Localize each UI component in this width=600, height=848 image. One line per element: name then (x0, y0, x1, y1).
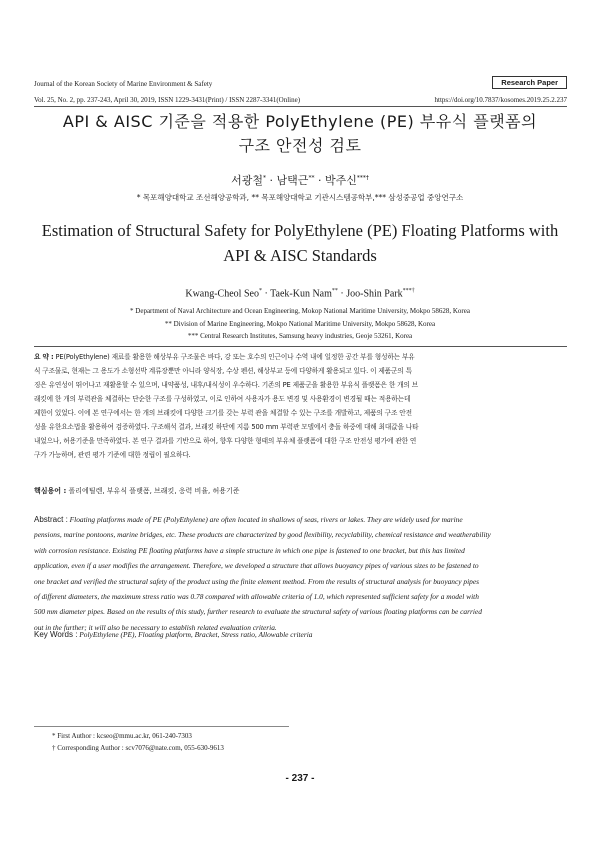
english-abstract-line: of different diameters, the maximum stress ratio was 0.78 compared with allowable criteria of 1.0, which represented sufficient safety for a model with (34, 592, 479, 602)
korean-abstract-line: 식 구조물로, 현재는 그 용도가 소형선박 계류장뿐만 아니라 양식장, 수상 펜션, 해상부교 등에 다양하게 활용되고 있다. 이 제품군의 특 (34, 367, 412, 375)
korean-authors (0, 172, 600, 188)
english-abstract-line: pensions, marine pontoons, marine bridges, etc. These products are characterized by good flexibility, recyclability, chemical resistance and weatherability (34, 530, 491, 540)
footnote-mark: † (52, 744, 56, 752)
english-author-2: Taek-Kun Nam (270, 288, 332, 300)
english-author-1-mark: * (258, 288, 262, 294)
korean-title-line2: 구조 안전성 검토 (238, 136, 362, 155)
header-divider (34, 106, 567, 107)
korean-abstract-label: 요 약 : (34, 353, 54, 361)
korean-abstract-line: 제한이 있었다. 이에 본 연구에서는 한 개의 브래킷에 다양한 크기를 갖는 부력 관을 체결할 수 있는 구조를 개발하고, 제품의 구조 안전 (34, 409, 412, 417)
korean-title (0, 110, 600, 158)
english-title-line2: API & AISC Standards (223, 246, 377, 265)
english-author-3-mark: ***† (402, 288, 415, 294)
page-number: - 237 - (285, 773, 315, 784)
korean-title-line1: API & AISC 기준을 적용한 PolyEthylene (PE) 부유식 플랫폼의 (62, 112, 538, 131)
english-keywords-text: PolyEthylene (PE), Floating platform, Bracket, Stress ratio, Allowable criteria (79, 630, 313, 639)
journal-name: Journal of the Korean Society of Marine Environment & Safety (34, 80, 213, 88)
korean-author-3: 박주신 (324, 174, 357, 187)
doi-link[interactable]: https://doi.org/10.7837/kosomes.2019.25.2.237 (434, 96, 567, 104)
korean-abstract-line: 구가 가능하며, 관련 평가 기준에 대한 정립이 필요하다. (34, 451, 191, 459)
author-separator: · (264, 288, 268, 300)
korean-abstract-line: PE(PolyEthylene) 재료를 활용한 해상부유 구조물은 바다, 강 또는 호수의 인근이나 수역 내에 일정한 공간 부를 형성하는 부유 (55, 353, 415, 361)
english-affiliations (0, 305, 600, 343)
english-abstract-line: Floating platforms made of PE (PolyEthylene) are often located in shallows of seas, rivers or lakes. They are widely used for marine (69, 515, 463, 524)
author-separator: · (340, 288, 344, 300)
english-keywords (34, 630, 567, 639)
korean-affiliations: * 목포해양대학교 조선해양공학과, ** 목포해양대학교 기관시스템공학부,*** 삼성중공업 중앙연구소 (136, 193, 464, 202)
english-keywords-label: Key Words : (34, 630, 78, 639)
english-abstract (34, 512, 567, 635)
footnote-text: First Author : kcseo@mmu.ac.kr, 061-240-7303 (57, 732, 192, 740)
footnote-divider (34, 726, 289, 727)
english-abstract-line: application, even if a user modifies the arrangement. Therefore, we developed a structure that allows buoyancy pipes of various sizes to be fastened to (34, 561, 479, 571)
english-title (0, 218, 600, 268)
research-paper-badge: Research Paper (492, 76, 567, 89)
korean-author-1-mark: * (263, 174, 267, 182)
korean-keywords (34, 486, 567, 496)
english-abstract-line: one bracket and verified the structural safety of the product using the finite element method. From the results of structural analysis for buoyancy pipes (34, 576, 480, 586)
english-abstract-line: with corrosion resistance. Existing PE floating platforms have a simple structure in which one pipe is fastened to one bracket, but this has limited (34, 545, 465, 555)
korean-abstract (34, 350, 567, 462)
korean-author-2-mark: ** (308, 174, 315, 182)
author-separator: · (317, 174, 322, 187)
korean-author-2: 남택근 (276, 174, 309, 187)
korean-keywords-label: 핵심용어 : (34, 487, 67, 495)
english-abstract-label: Abstract : (34, 515, 68, 524)
english-author-3: Joo-Shin Park (346, 288, 403, 300)
english-title-line1: Estimation of Structural Safety for PolyEthylene (PE) Floating Platforms with (41, 221, 559, 240)
korean-author-3-mark: ***† (356, 174, 369, 182)
footnote-corresponding-author (52, 744, 224, 752)
english-affiliation-2: ** Division of Marine Engineering, Mokpo National Maritime University, Mokpo 58628, Korea (164, 319, 436, 328)
english-affiliation-1: * Department of Naval Architecture and Ocean Engineering, Mokop National Maritime University, Mokpo 58628, Korea (130, 307, 470, 315)
footnote-first-author (52, 732, 192, 740)
abstract-divider (34, 346, 567, 347)
korean-abstract-line: 내었으나, 허용기준을 만족하였다. 본 연구 결과를 기반으로 하여, 향후 다양한 형태의 부유체 플랫폼에 대한 구조 안전성 평가에 관한 연 (34, 437, 417, 445)
korean-abstract-line: 성을 유한요소법을 활용하여 검증하였다. 구조해석 결과, 브래킷 하단에 지름 500 mm 부력관 모델에서 충돌 하중에 대해 최대값을 나타 (34, 423, 419, 431)
english-affiliation-3: *** Central Research Institutes, Samsung heavy industries, Geoje 53261, Korea (187, 332, 413, 340)
footnote-mark: * (52, 732, 56, 740)
korean-author-1: 서광철 (231, 174, 264, 187)
korean-abstract-line: 래킷에 한 개의 부력관을 체결하는 단순한 구조를 구성하였고, 이로 인하여 사용자가 용도 변경 및 사용환경이 변경될 때는 적용하는데 (34, 395, 411, 403)
footnote-text: Corresponding Author : scv7076@nate.com, 055-630-9613 (57, 744, 224, 752)
korean-keywords-text: 폴리에틸렌, 부유식 플랫폼, 브래킷, 응력 비율, 허용기준 (68, 487, 240, 495)
english-abstract-line: 500 mm diameter pipes. Based on the results of this study, further research to evaluate the structural safety of various floating platforms can be carried (34, 607, 482, 617)
english-author-1: Kwang-Cheol Seo (185, 288, 259, 300)
english-authors (0, 288, 600, 299)
korean-abstract-line: 징은 유연성이 뛰어나고 재활용할 수 있으며, 내약품성, 내후/내식성이 우수하다. 기존의 PE 제품군을 활용한 부유식 플랫폼은 한 개의 브 (34, 381, 419, 389)
english-author-2-mark: ** (331, 288, 338, 294)
volume-info: Vol. 25, No. 2, pp. 237-243, April 30, 2019, ISSN 1229-3431(Print) / ISSN 2287-3341(Online) (34, 96, 301, 104)
english-abstract-line: out in the further; it will also be necessary to establish related evaluation criteria. (34, 622, 277, 632)
author-separator: · (269, 174, 274, 187)
